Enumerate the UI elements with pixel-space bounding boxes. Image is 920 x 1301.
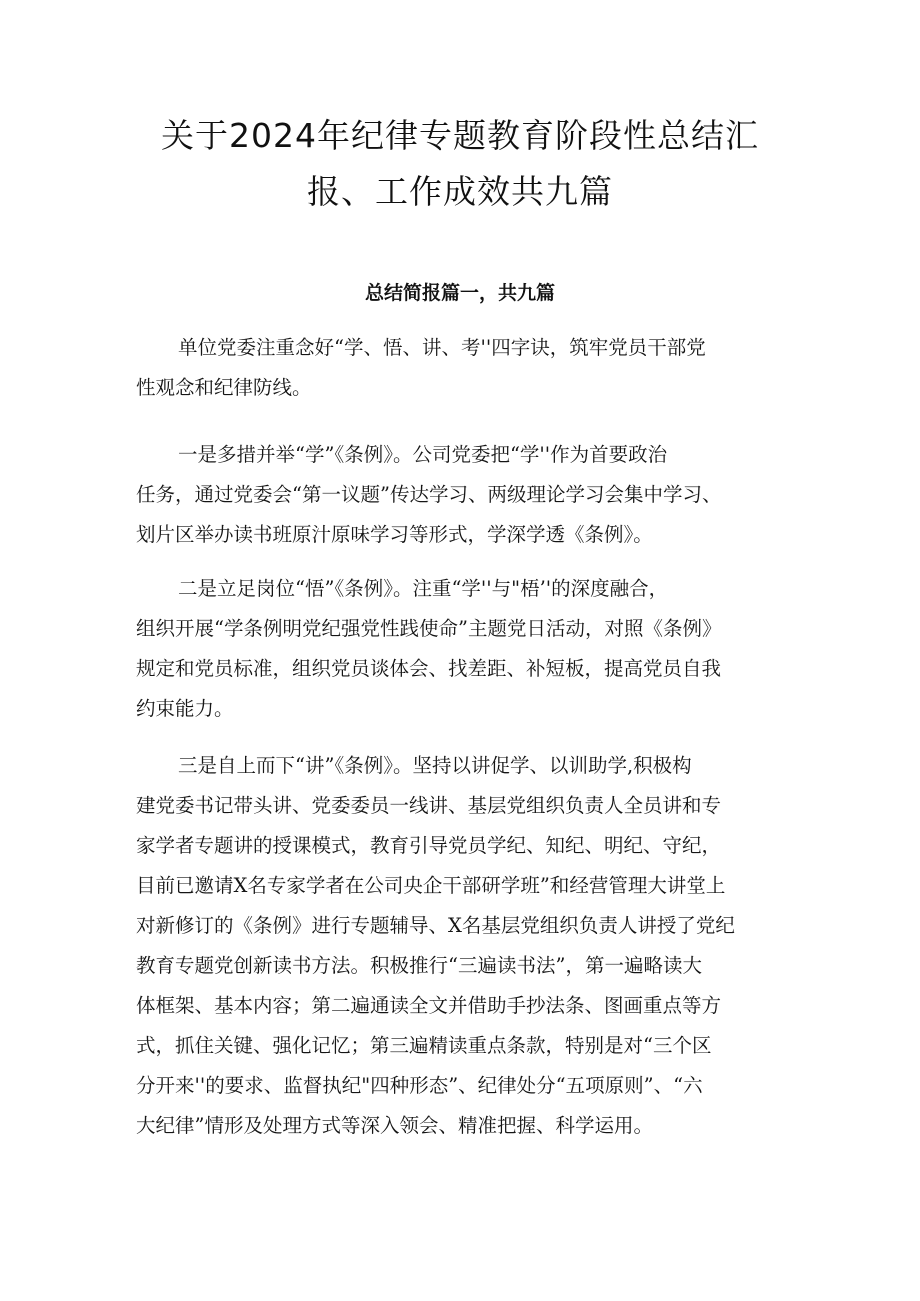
paragraph-line: 大纪律”情形及处理方式等深入领会、精准把握、科学运用。	[136, 1114, 653, 1137]
paragraph-line: 一是多措并举“学”《条例》。公司党委把“学''作为首要政治	[178, 443, 668, 466]
paragraph-line: 任务，通过党委会“第一议题”传达学习、两级理论学习会集中学习、	[136, 483, 722, 506]
paragraph-line: 二是立足岗位“悟”《条例》。注重“学''与"梧’'的深度融合，	[178, 577, 669, 600]
document-title-line-1: 关于2024年纪律专题教育阶段性总结汇	[161, 116, 759, 155]
paragraph-line: 三是自上而下“讲”《条例》。坚持以讲促学、以训助学,积极构	[178, 754, 692, 777]
paragraph-line: 约束能力。	[136, 697, 234, 720]
paragraph-line: 划片区举办读书班原汁原味学习等形式，学深学透《条例》。	[136, 523, 653, 546]
paragraph-line: 家学者专题讲的授课模式，教育引导党员学纪、知纪、明纪、守纪，	[136, 834, 722, 857]
paragraph-line: 单位党委注重念好“学、悟、讲、考''四字诀，筑牢党员干部党	[178, 336, 706, 359]
paragraph-line: 规定和党员标准，组织党员谈体会、找差距、补短板，提高党员自我	[136, 657, 722, 680]
paragraph-line: 教育专题党创新读书方法。积极推行“三遍读书法”，第一遍略读大	[136, 954, 702, 977]
paragraph-lecture	[136, 746, 796, 1146]
paragraph-line: 目前已邀请X名专家学者在公司央企干部研学班”和经营管理大讲堂上	[136, 874, 726, 897]
paragraph-study	[136, 435, 796, 555]
document-title-line-2: 报、工作成效共九篇	[307, 172, 613, 211]
paragraph-line: 对新修订的《条例》进行专题辅导、X名基层党组织负责人讲授了党纪	[136, 914, 735, 937]
document-title	[140, 108, 780, 220]
paragraph-line: 性观念和纪律防线。	[136, 376, 312, 399]
paragraph-understand	[136, 569, 796, 729]
paragraph-line: 分开来''的要求、监督执纪"四种形态”、纪律处分“五项原则”、“六	[136, 1074, 703, 1097]
paragraph-line: 组织开展“学条例明党纪强党性践使命”主题党日活动，对照《条例》	[136, 617, 722, 640]
paragraph-line: 建党委书记带头讲、党委委员一线讲、基层党组织负责人全员讲和专	[136, 794, 722, 817]
section-heading: 总结简报篇一，共九篇	[364, 282, 555, 304]
paragraph-line: 式，抓住关键、强化记忆；第三遍精读重点条款，特别是对“三个区	[136, 1034, 712, 1057]
paragraph-intro	[136, 328, 796, 408]
paragraph-line: 体框架、基本内容；第二遍通读全文并借助手抄法条、图画重点等方	[136, 994, 722, 1017]
